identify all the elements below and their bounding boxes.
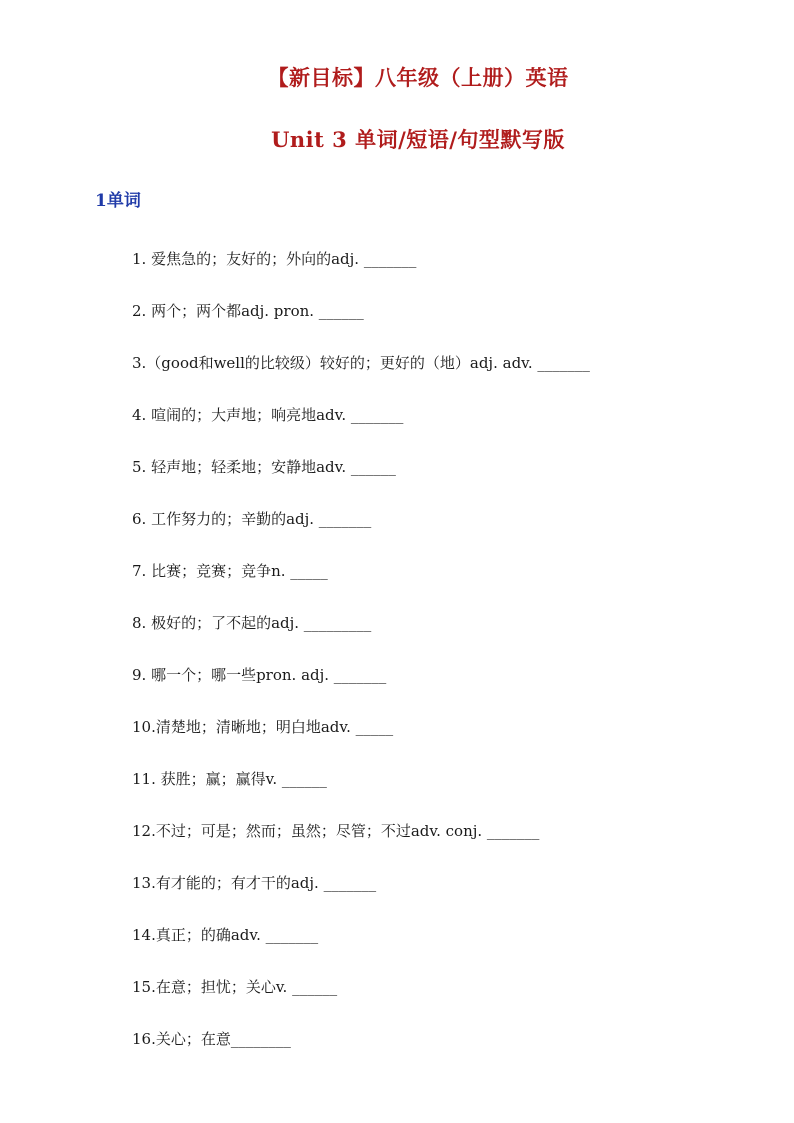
section-heading-words: 1单词 <box>95 191 141 211</box>
vocabulary-item: 2. 两个；两个都adj. pron. ______ <box>132 302 364 320</box>
vocabulary-item: 8. 极好的；了不起的adj. _________ <box>132 614 372 632</box>
vocabulary-item: 6. 工作努力的；辛勤的adj. _______ <box>132 510 372 528</box>
vocabulary-item: 10.清楚地；清晰地；明白地adv. _____ <box>132 718 394 736</box>
vocabulary-item: 4. 喧闹的；大声地；响亮地adv. _______ <box>132 406 404 424</box>
vocabulary-item: 12.不过；可是；然而；虽然；尽管；不过adv. conj. _______ <box>132 822 540 840</box>
vocabulary-list <box>132 248 590 1080</box>
vocabulary-item: 15.在意；担忧；关心v. ______ <box>132 978 338 996</box>
vocabulary-item: 13.有才能的；有才干的adj. _______ <box>132 874 377 892</box>
document-subtitle: Unit 3 单词/短语/句型默写版 <box>271 127 565 152</box>
document-title: 【新目标】八年级（上册）英语 <box>267 65 569 90</box>
vocabulary-item: 9. 哪一个；哪一些pron. adj. _______ <box>132 666 387 684</box>
vocabulary-item: 7. 比赛；竞赛；竞争n. _____ <box>132 562 328 580</box>
vocabulary-item: 16.关心；在意________ <box>132 1030 291 1048</box>
vocabulary-item: 3.（good和well的比较级）较好的；更好的（地）adj. adv. _______ <box>132 354 590 372</box>
vocabulary-item: 11. 获胜；赢；赢得v. ______ <box>132 770 327 788</box>
vocabulary-item: 1. 爱焦急的；友好的；外向的adj. _______ <box>132 250 417 268</box>
vocabulary-item: 5. 轻声地；轻柔地；安静地adv. ______ <box>132 458 396 476</box>
vocabulary-item: 14.真正；的确adv. _______ <box>132 926 319 944</box>
